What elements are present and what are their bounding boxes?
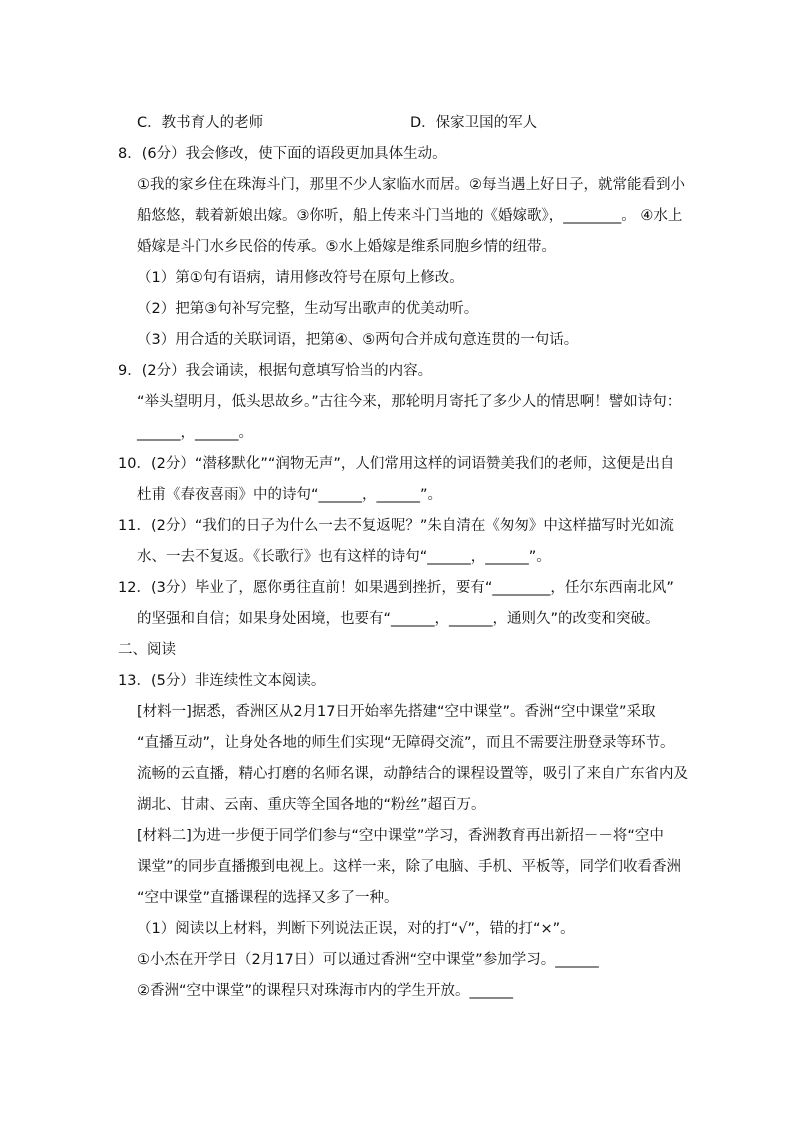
q9-text-line: “举头望明月，低头思故乡。”古往今来，那轮明月寄托了多少人的情思啊！譬如诗句： <box>137 394 682 410</box>
material-2-line: [材料二]为进一步便于同学们参与“空中课堂”学习，香洲教育再出新招－－将“空中 <box>137 828 664 844</box>
material-1-line: “直播互动”，让身处各地的师生们实现“无障碍交流”，而且不需要注册登录等环节。 <box>137 735 675 751</box>
q13-heading: 13．(5分）非连续性文本阅读。 <box>118 673 326 689</box>
material-1-line: 湖北、甘肃、云南、重庆等全国各地的“粉丝”超百万。 <box>137 797 486 813</box>
q8-subquestion-1: （1）第①句有语病，请用修改符号在原句上修改。 <box>137 270 464 286</box>
section-reading-heading: 二、阅读 <box>118 642 176 658</box>
q8-paragraph-line: 婚嫁是斗门水乡民俗的传承。⑤水上婚嫁是维系同胞乡情的纽带。 <box>137 239 556 255</box>
q9-heading: 9．(2分）我会诵读，根据句意填写恰当的内容。 <box>118 363 433 379</box>
material-2-line: “空中课堂”直播课程的选择又多了一种。 <box>137 890 399 906</box>
q8-heading: 8．(6分）我会修改，使下面的语段更加具体生动。 <box>118 146 447 162</box>
option-d: D．保家卫国的军人 <box>410 115 538 131</box>
q13-subquestion-1: （1）阅读以上材料，判断下列说法正误，对的打“√”，错的打“×”。 <box>137 921 575 937</box>
q11-text-line: 水、一去不复返。《长歌行》也有这样的诗句“______，______”。 <box>137 549 551 565</box>
q8-subquestion-2: （2）把第③句补写完整，生动写出歌声的优美动听。 <box>137 301 479 317</box>
q8-subquestion-3: （3）用合适的关联词语，把第④、⑤两句合并成句意连贯的一句话。 <box>137 332 579 348</box>
q10-heading: 10．(2分）“潜移默化”“润物无声”，人们常用这样的词语赞美我们的老师，这便是出自 <box>118 456 675 472</box>
q9-blank-line: ______，______。 <box>137 425 253 441</box>
judgement-item-1: ①小杰在开学日（2月17日）可以通过香洲“空中课堂”参加学习。______ <box>137 952 599 968</box>
material-1-line: 流畅的云直播，精心打磨的名师名课，动静结合的课程设置等，吸引了来自广东省内及 <box>137 766 688 782</box>
option-c: C．教书育人的老师 <box>137 115 264 131</box>
q8-paragraph-line: ①我的家乡住在珠海斗门，那里不少人家临水而居。②每当遇上好日子，就常能看到小 <box>137 177 685 193</box>
q8-paragraph-line: 船悠悠，载着新娘出嫁。③你听，船上传来斗门当地的《婚嫁歌》，________。 ④水上 <box>137 208 683 224</box>
material-2-line: 课堂”的同步直播搬到电视上。这样一来，除了电脑、手机、平板等，同学们收看香洲 <box>137 859 682 875</box>
material-1-line: [材料一]据悉，香洲区从2月17日开始率先搭建“空中课堂”。香洲“空中课堂”采取 <box>137 704 656 720</box>
q11-heading: 11．(2分）“我们的日子为什么一去不复返呢？”朱自清在《匆匆》中这样描写时光如流 <box>118 518 674 534</box>
q10-text-line: 杜甫《春夜喜雨》中的诗句“______，______”。 <box>137 487 443 503</box>
q12-text-line: 的坚强和自信；如果身处困境，也要有“______，______，通则久”的改变和突破。 <box>137 611 660 627</box>
judgement-item-2: ②香洲“空中课堂”的课程只对珠海市内的学生开放。______ <box>137 983 514 999</box>
q12-heading: 12．(3分）毕业了，愿你勇往直前！如果遇到挫折，要有“________，任尔东西南北风” <box>118 580 674 596</box>
